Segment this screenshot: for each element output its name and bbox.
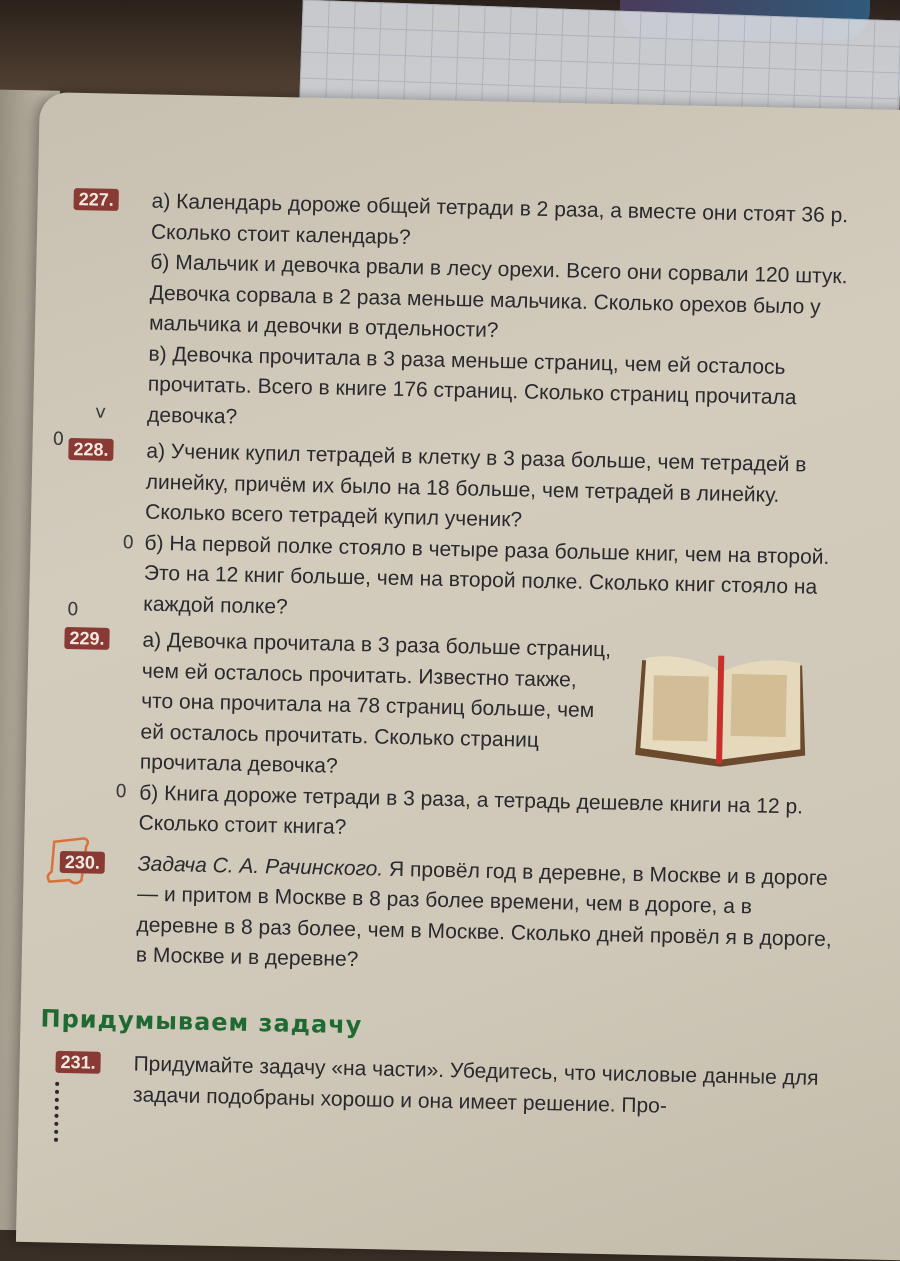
problem-number: 229. bbox=[64, 627, 109, 650]
open-book-illustration bbox=[630, 640, 813, 774]
problem-part-c: в) Девочка прочитала в 3 раза меньше страниц, чем ей осталось прочитать. Всего в книге 176 страниц. Сколько страниц прочитала девочка? bbox=[146, 342, 797, 429]
dotted-marker bbox=[54, 1082, 63, 1142]
problem-number: 227. bbox=[73, 188, 118, 211]
problem-part-b: б) На первой полке стояло в четыре раза больше книг, чем на второй. Это на 12 книг больше, чем на второй полке. Сколько книг стояло на каждой полке? bbox=[143, 531, 830, 619]
pencil-mark: 0 bbox=[52, 428, 65, 450]
problem-part-a: а) Календарь дороже общей тетради в 2 раза, а вместе они стоят 36 р. Сколько стоит календарь? bbox=[150, 189, 849, 249]
problem-title: Задача С. А. Рачинского. bbox=[137, 852, 384, 881]
problem-231 bbox=[53, 1048, 834, 1125]
problem-230 bbox=[56, 847, 838, 985]
problem-number: 228. bbox=[68, 438, 113, 461]
problem-text: Я провёл год в деревне, в Москве и в дороге — и притом в Москве в 8 раз более времени, чем в дороге, а в деревне в 8 раз более, чем в Москве. Сколько дней провёл я в дороге, в Москве и в деревне? bbox=[135, 857, 832, 972]
problem-228 bbox=[63, 435, 847, 634]
problem-229 bbox=[58, 624, 842, 854]
problem-number: 231. bbox=[55, 1051, 100, 1074]
problem-part-a: а) Девочка прочитала в 3 раза больше страниц, чем ей осталось прочитать. Известно также, что она прочитала на 78 страниц больше, чем ей осталось прочитать. Сколько страниц прочитала девочка? bbox=[139, 628, 612, 778]
problem-part-b: б) Мальчик и девочка рвали в лесу орехи. Всего они сорвали 120 штук. Девочка сорвала в 2 раза меньше мальчика. Сколько орехов было у мальчика и девочки в отдельности? bbox=[148, 250, 848, 342]
problem-part-a: а) Ученик купил тетрадей в клетку в 3 раза больше, чем тетрадей в линейку, причём их было на 18 больше, чем тетрадей в линейку. Сколько всего тетрадей купил ученик? bbox=[144, 439, 807, 532]
pencil-mark: 0 bbox=[122, 532, 135, 554]
pencil-mark: 0 bbox=[115, 781, 127, 803]
page-content bbox=[40, 185, 852, 1131]
section-heading: Придумываем задачу bbox=[40, 1004, 363, 1039]
pencil-mark: 0 bbox=[66, 598, 79, 621]
problem-part-b: б) Книга дороже тетради в 3 раза, а тетрадь дешевле книги на 12 р. Сколько стоит книга? bbox=[138, 781, 804, 839]
pencil-checkmark: v bbox=[95, 401, 107, 423]
problem-text: Придумайте задачу «на части». Убедитесь, что числовые данные для задачи подобраны хорошо и она имеет решение. Про- bbox=[132, 1052, 819, 1118]
problem-number: 230. bbox=[60, 850, 105, 873]
